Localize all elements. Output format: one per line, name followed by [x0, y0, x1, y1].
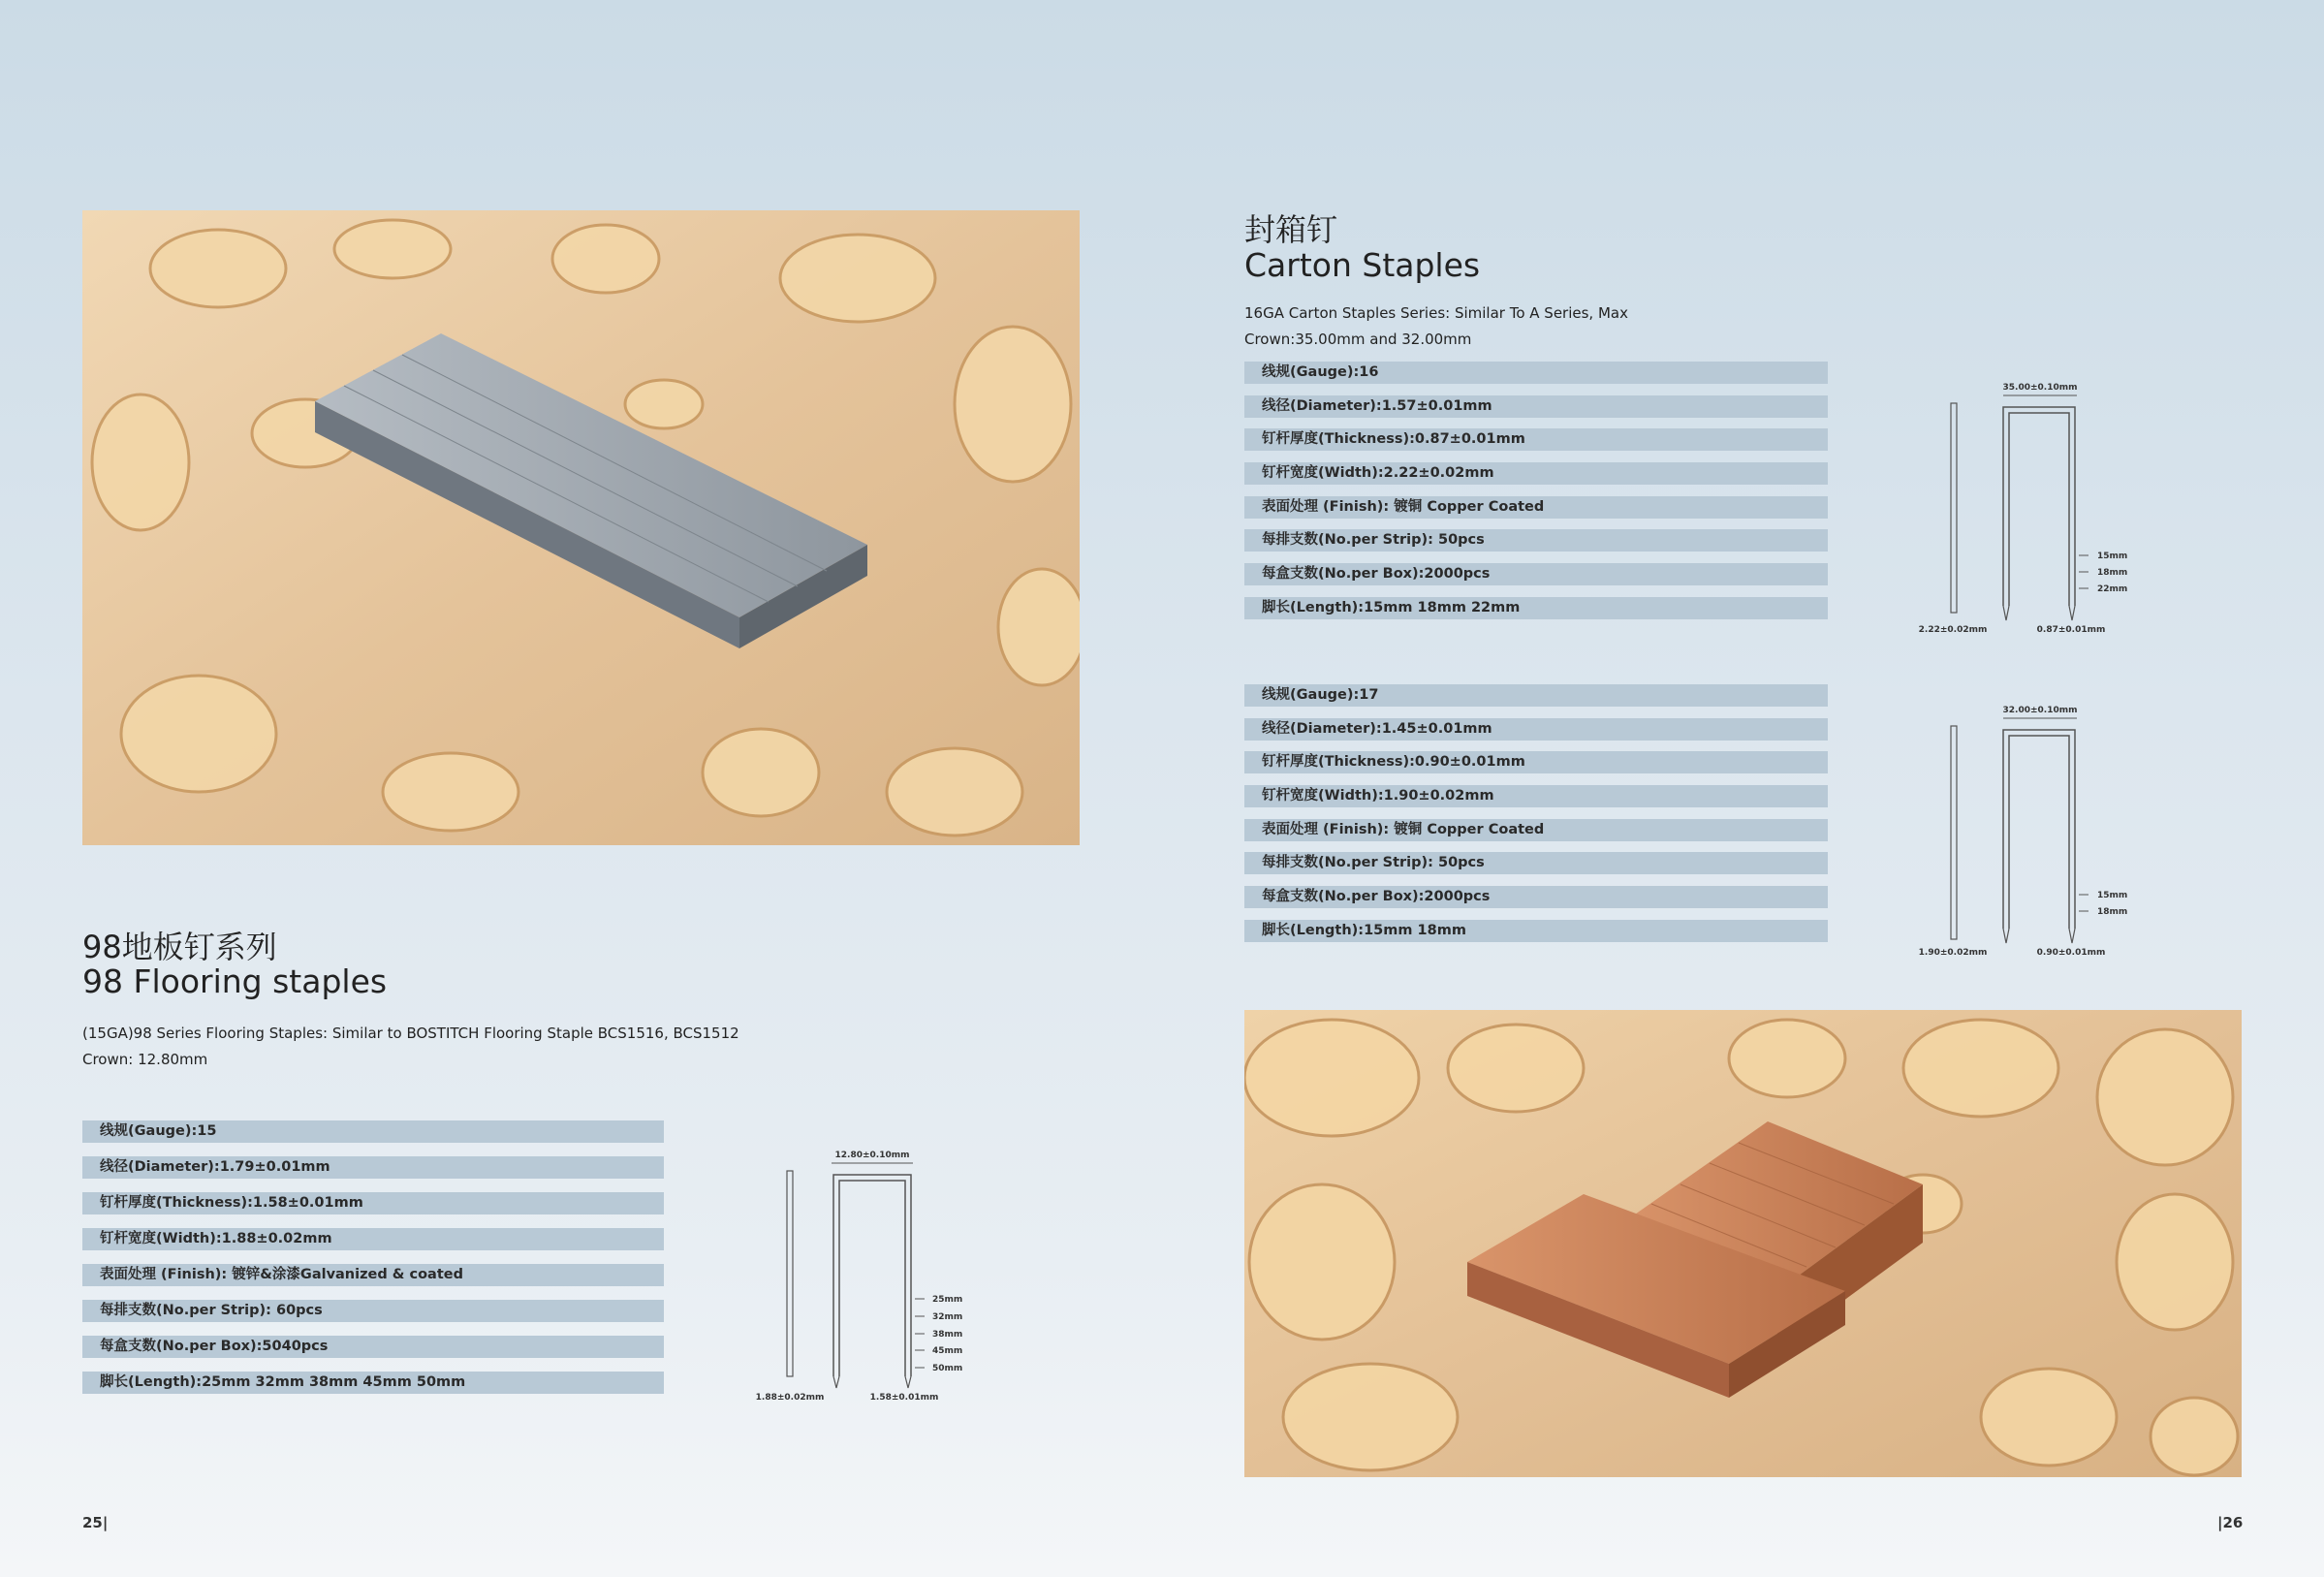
length-label-2: 32mm — [932, 1312, 963, 1322]
spec-a-length: 脚长(Length):15mm 18mm 22mm — [1244, 597, 1828, 619]
spec-row-width: 钉杆宽度(Width):1.88±0.02mm — [82, 1228, 664, 1250]
carton-staple-diagram-a — [1914, 378, 2147, 640]
spec-b-thickness: 钉杆厚度(Thickness):0.90±0.01mm — [1244, 751, 1828, 773]
spec-b-per-box: 每盒支数(No.per Box):2000pcs — [1244, 886, 1828, 908]
spec-row-thickness: 钉杆厚度(Thickness):1.58±0.01mm — [82, 1192, 664, 1214]
b-length-label-1: 15mm — [2097, 891, 2128, 900]
carton-spec-list-b — [1244, 684, 1828, 942]
a-length-label-1: 15mm — [2097, 552, 2128, 561]
spec-b-width: 钉杆宽度(Width):1.90±0.02mm — [1244, 785, 1828, 807]
spec-row-gauge: 线规(Gauge):15 — [82, 1120, 664, 1143]
diagram-width-label: 1.88±0.02mm — [755, 1393, 825, 1403]
right-desc-line-1: 16GA Carton Staples Series: Similar To A Series, Max — [1244, 304, 1628, 322]
spec-b-diameter: 线径(Diameter):1.45±0.01mm — [1244, 718, 1828, 741]
right-title-cn: 封箱钉 — [1244, 211, 1338, 248]
right-description — [1244, 300, 1628, 353]
diagram-thickness-label: 1.58±0.01mm — [869, 1393, 939, 1403]
diagram-crown-label: 12.80±0.10mm — [834, 1151, 910, 1160]
spec-b-gauge: 线规(Gauge):17 — [1244, 684, 1828, 707]
spec-b-per-strip: 每排支数(No.per Strip): 50pcs — [1244, 852, 1828, 874]
spec-a-thickness: 钉杆厚度(Thickness):0.87±0.01mm — [1244, 428, 1828, 451]
carton-staples-photo — [1244, 1010, 2242, 1477]
spec-a-diameter: 线径(Diameter):1.57±0.01mm — [1244, 395, 1828, 418]
length-label-4: 45mm — [932, 1346, 963, 1356]
diagram-b-width-label: 1.90±0.02mm — [1918, 948, 1988, 958]
page-number-right: |26 — [2217, 1514, 2244, 1531]
right-title-en: Carton Staples — [1244, 246, 1481, 284]
spec-row-per-strip: 每排支数(No.per Strip): 60pcs — [82, 1300, 664, 1322]
left-description — [82, 1021, 739, 1073]
spec-a-per-strip: 每排支数(No.per Strip): 50pcs — [1244, 529, 1828, 552]
diagram-a-thickness-label: 0.87±0.01mm — [2036, 625, 2106, 635]
a-length-label-2: 18mm — [2097, 568, 2128, 578]
spec-row-diameter: 线径(Diameter):1.79±0.01mm — [82, 1156, 664, 1179]
right-desc-line-2: Crown:35.00mm and 32.00mm — [1244, 331, 1472, 348]
spec-b-length: 脚长(Length):15mm 18mm — [1244, 920, 1828, 942]
spec-b-finish: 表面处理 (Finish): 镀铜 Copper Coated — [1244, 819, 1828, 841]
left-spec-list — [82, 1120, 664, 1394]
length-label-3: 38mm — [932, 1330, 963, 1340]
spec-a-width: 钉杆宽度(Width):2.22±0.02mm — [1244, 462, 1828, 485]
flooring-staples-photo — [82, 210, 1080, 845]
length-label-1: 25mm — [932, 1295, 963, 1305]
page-number-right-value: 26 — [2222, 1514, 2244, 1531]
left-title-en: 98 Flooring staples — [82, 962, 388, 1000]
spec-row-per-box: 每盒支数(No.per Box):5040pcs — [82, 1336, 664, 1358]
flooring-staple-diagram — [746, 1144, 979, 1405]
carton-spec-list-a — [1244, 362, 1828, 619]
spec-a-gauge: 线规(Gauge):16 — [1244, 362, 1828, 384]
diagram-b-crown-label: 32.00±0.10mm — [2002, 706, 2078, 715]
diagram-b-thickness-label: 0.90±0.01mm — [2036, 948, 2106, 958]
spec-row-length: 脚长(Length):25mm 32mm 38mm 45mm 50mm — [82, 1372, 664, 1394]
spec-a-per-box: 每盒支数(No.per Box):2000pcs — [1244, 563, 1828, 585]
left-desc-line-2: Crown: 12.80mm — [82, 1051, 208, 1068]
length-label-5: 50mm — [932, 1364, 963, 1373]
page-number-left-value: 25 — [82, 1514, 103, 1531]
spec-row-finish: 表面处理 (Finish): 镀锌&涂漆Galvanized & coated — [82, 1264, 664, 1286]
diagram-a-crown-label: 35.00±0.10mm — [2002, 383, 2078, 393]
a-length-label-3: 22mm — [2097, 584, 2128, 594]
b-length-label-2: 18mm — [2097, 907, 2128, 917]
page-number-left: 25| — [82, 1514, 109, 1531]
diagram-a-width-label: 2.22±0.02mm — [1918, 625, 1988, 635]
spec-a-finish: 表面处理 (Finish): 镀铜 Copper Coated — [1244, 496, 1828, 519]
left-title-cn: 98地板钉系列 — [82, 929, 277, 965]
carton-staple-diagram-b — [1914, 701, 2147, 962]
left-desc-line-1: (15GA)98 Series Flooring Staples: Similar to BOSTITCH Flooring Staple BCS1516, BCS1512 — [82, 1025, 739, 1042]
